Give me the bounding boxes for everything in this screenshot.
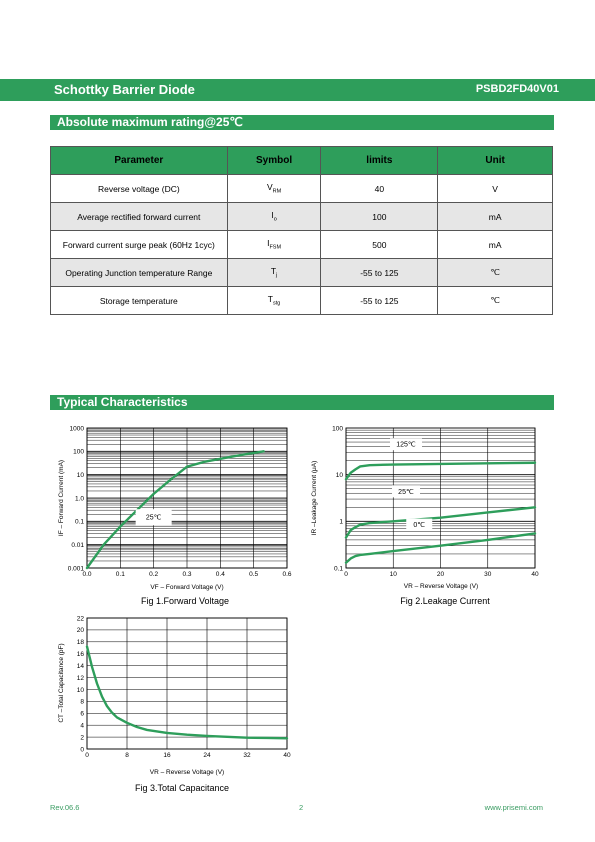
- y-tick-label: 10: [76, 686, 84, 694]
- part-number: PSBD2FD40V01: [475, 83, 559, 95]
- website-link[interactable]: www.prisemi.com: [484, 803, 543, 812]
- y-tick-label: 2: [80, 734, 84, 742]
- col-header-symbol: Symbol: [227, 147, 321, 175]
- y-tick-label: 16: [76, 651, 84, 659]
- y-tick-label: 10: [335, 471, 343, 479]
- y-axis-title: IR –Leakage Current (μA): [311, 460, 318, 536]
- series-line: [87, 647, 287, 739]
- table-row: [51, 259, 553, 287]
- x-tick-label: 10: [389, 571, 397, 578]
- cell-symbol: $T_j$: [227, 259, 321, 287]
- series-line: [87, 451, 264, 568]
- x-axis-title: VR – Reverse Voltage (V): [403, 583, 479, 590]
- y-tick-label: 0.01: [71, 541, 84, 549]
- fig1-caption: Fig 1.Forward Voltage: [140, 596, 230, 606]
- y-axis-title: CT –Total Capacitance (pF): [58, 643, 65, 723]
- y-tick-label: 100: [332, 425, 343, 433]
- cell-limits: -55 to 125: [321, 287, 438, 315]
- x-tick-label: 0: [85, 752, 89, 759]
- table-row: [51, 175, 553, 203]
- x-tick-label: 0.3: [182, 571, 192, 578]
- y-tick-label: 0.1: [74, 518, 84, 526]
- y-tick-label: 1000: [69, 425, 84, 433]
- y-tick-label: 4: [80, 722, 84, 730]
- x-tick-label: 30: [484, 571, 492, 578]
- x-tick-label: 20: [436, 571, 445, 578]
- y-tick-label: 22: [76, 615, 84, 623]
- y-tick-label: 1.0: [74, 495, 84, 503]
- forward-voltage-chart: [50, 420, 300, 595]
- x-axis-title: VR – Reverse Voltage (V): [149, 769, 225, 776]
- cell-limits: 500: [321, 231, 438, 259]
- annotation-label: 25℃: [145, 514, 162, 522]
- plot-frame: [87, 618, 287, 749]
- y-tick-label: 0.001: [67, 565, 84, 573]
- table-header-row: [51, 147, 553, 175]
- cell-parameter: Average rectified forward current: [51, 203, 228, 231]
- cell-unit: mA: [438, 231, 553, 259]
- col-header-limits: limits: [321, 147, 438, 175]
- table-row: [51, 203, 553, 231]
- cell-limits: 100: [321, 203, 438, 231]
- leakage-current-chart: [305, 420, 555, 595]
- x-tick-label: 24: [203, 752, 211, 759]
- header-bar: [0, 79, 595, 101]
- y-tick-label: 8: [80, 698, 84, 706]
- cell-symbol: $I_{FSM}$: [227, 231, 321, 259]
- typical-section-title: Typical Characteristics: [57, 395, 188, 409]
- page-number: 2: [299, 803, 304, 812]
- x-axis-title: VF – Forward Voltage (V): [150, 584, 224, 591]
- col-header-unit: Unit: [438, 147, 553, 175]
- total-capacitance-chart: [50, 610, 300, 780]
- y-tick-label: 100: [73, 448, 84, 456]
- table-row: [51, 231, 553, 259]
- y-tick-label: 10: [76, 471, 84, 479]
- typical-section-header: [50, 395, 554, 410]
- revision-label: Rev.06.6: [50, 803, 80, 812]
- annotation-label: 0℃: [413, 522, 426, 530]
- y-tick-label: 14: [76, 662, 84, 670]
- col-header-parameter: Parameter: [51, 147, 228, 175]
- ratings-table: [50, 146, 553, 315]
- y-tick-label: 6: [80, 710, 84, 718]
- cell-parameter: Forward current surge peak (60Hz 1cyc): [51, 231, 228, 259]
- y-tick-label: 0.1: [333, 565, 343, 573]
- table-row: [51, 287, 553, 315]
- x-tick-label: 0.2: [149, 571, 159, 578]
- x-tick-label: 16: [163, 752, 171, 759]
- cell-limits: -55 to 125: [321, 259, 438, 287]
- document-title: Schottky Barrier Diode: [54, 82, 195, 97]
- cell-symbol: $V_{RM}$: [227, 175, 321, 203]
- abs-max-section-header: [50, 115, 554, 130]
- annotation-label: 125℃: [396, 441, 416, 449]
- cell-unit: V: [438, 175, 553, 203]
- fig2-caption: Fig 2.Leakage Current: [400, 596, 490, 606]
- y-axis-title: IF – Forward Current (mA): [58, 459, 65, 537]
- x-tick-label: 0: [344, 571, 348, 578]
- x-tick-label: 40: [531, 571, 539, 578]
- x-tick-label: 0.1: [115, 571, 125, 578]
- abs-max-section-title: Absolute maximum rating@25℃: [57, 115, 243, 129]
- cell-unit: ℃: [438, 287, 553, 315]
- fig3-caption: Fig 3.Total Capacitance: [134, 783, 230, 793]
- cell-parameter: Storage temperature: [51, 287, 228, 315]
- x-tick-label: 0.6: [282, 571, 292, 578]
- x-tick-label: 40: [283, 752, 291, 759]
- cell-limits: 40: [321, 175, 438, 203]
- y-tick-label: 12: [76, 674, 84, 682]
- y-tick-label: 20: [76, 627, 84, 635]
- y-tick-label: 1: [339, 518, 343, 526]
- cell-parameter: Reverse voltage (DC): [51, 175, 228, 203]
- cell-unit: mA: [438, 203, 553, 231]
- x-tick-label: 0.0: [82, 571, 92, 578]
- x-tick-label: 0.4: [215, 571, 225, 578]
- y-tick-label: 18: [76, 639, 84, 647]
- cell-symbol: $T_{stg}$: [227, 287, 321, 315]
- y-tick-label: 0: [80, 746, 84, 754]
- x-tick-label: 32: [243, 752, 251, 759]
- cell-unit: ℃: [438, 259, 553, 287]
- x-tick-label: 0.5: [249, 571, 259, 578]
- x-tick-label: 8: [125, 752, 129, 759]
- annotation-label: 25℃: [398, 488, 414, 496]
- cell-symbol: $I_o$: [227, 203, 321, 231]
- cell-parameter: Operating Junction temperature Range: [51, 259, 228, 287]
